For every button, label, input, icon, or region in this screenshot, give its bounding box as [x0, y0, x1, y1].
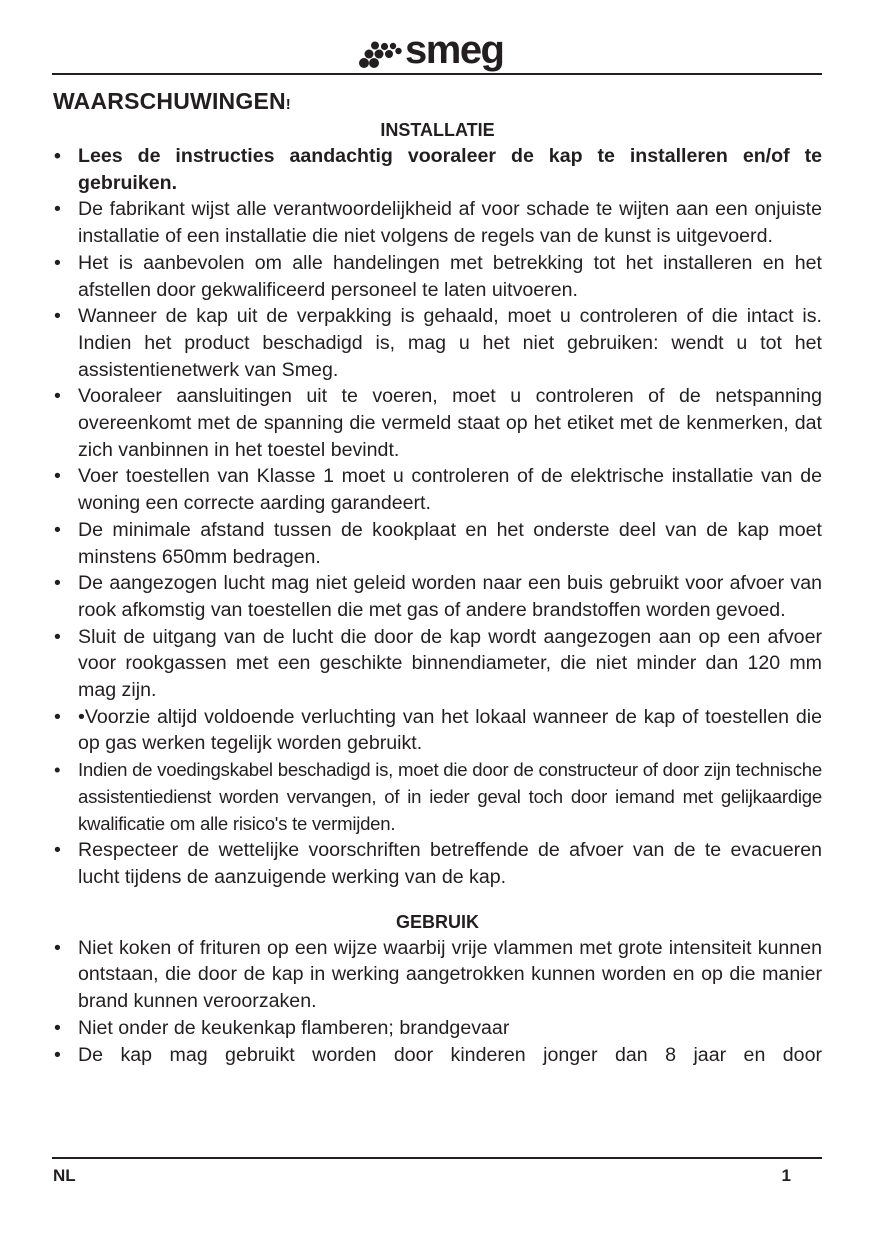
list-item: • De aangezogen lucht mag niet geleid worden naar een buis gebruikt voor afvoer van rook afkomstig van toestellen die met gas of andere brandstoffen worden gevoed. [53, 570, 822, 623]
list-item: • Sluit de uitgang van de lucht die door de kap wordt aangezogen aan op een afvoer voor rookgassen met een geschikte binnendiameter, die niet minder dan 120 mm mag zijn. [53, 624, 822, 704]
section-heading-gebruik: GEBRUIK [395, 911, 479, 932]
header-rule [52, 73, 822, 75]
page-number: 1 [781, 1166, 791, 1185]
list-item: • Niet koken of frituren op een wijze waarbij vrije vlammen met grote intensiteit kunnen ontstaan, die door de kap in werking aangetrokken kunnen worden en op die manier brand kunnen veroorzaken. [53, 935, 822, 1015]
list-item: • Respecteer de wettelijke voorschriften betreffende de afvoer van de te evacueren lucht tijdens de aanzuigende werking van de kap. [53, 837, 822, 890]
list-item: • De fabrikant wijst alle verantwoordelijkheid af voor schade te wijten aan een onjuiste installatie of een installatie die niet volgens de regels van de kunst is uitgevoerd. [53, 196, 822, 249]
list-item: • De minimale afstand tussen de kookplaat en het onderste deel van de kap moet minstens 650mm bedragen. [53, 517, 822, 570]
footer-rule [52, 1157, 822, 1159]
footer-language: NL [53, 1166, 76, 1185]
section-heading-installatie: INSTALLATIE [380, 120, 495, 140]
list-item: • •Voorzie altijd voldoende verluchting van het lokaal wanneer de kap of toestellen die op gas werken tegelijk worden gebruikt. [53, 704, 822, 757]
page-title-text: WAARSCHUWINGEN [53, 88, 286, 114]
list-item: • Wanneer de kap uit de verpakking is gehaald, moet u controleren of die intact is. Indien het product beschadigd is, mag u het niet gebruiken: wendt u tot het assistentienetwerk van Smeg. [53, 303, 822, 383]
list-item: • Niet onder de keukenkap flamberen; brandgevaar [53, 1015, 822, 1042]
list-item: • Vooraleer aansluitingen uit te voeren, moet u controleren of de netspanning overeenkomt met de spanning die vermeld staat op het etiket met de kenmerken, dat zich vanbinnen in het toestel bevindt. [53, 383, 822, 463]
brand-wordmark: smeg [405, 28, 504, 72]
list-item: • Indien de voedingskabel beschadigd is, moet die door de constructeur of door zijn technische assistentiedienst worden vervangen, of in ieder geval toch door iemand met gelijkaardige kwalificatie om alle risico's te vermijden. [53, 757, 822, 837]
smeg-logo [359, 28, 519, 72]
gebruik-list [53, 935, 822, 1069]
list-item: • De kap mag gebruikt worden door kinderen jonger dan 8 jaar en door [53, 1042, 822, 1069]
page-content [53, 117, 822, 1068]
list-item: • Het is aanbevolen om alle handelingen met betrekking tot het installeren en het afstellen door gekwalificeerd personeel te laten uitvoeren. [53, 250, 822, 303]
page-title-mark: ! [285, 96, 291, 113]
smeg-dots-icon [359, 37, 403, 69]
list-item: • Lees de instructies aandachtig vooraleer de kap te installeren en/of te gebruiken. [53, 143, 822, 196]
installatie-list [53, 143, 822, 891]
list-item: • Voer toestellen van Klasse 1 moet u controleren of de elektrische installatie van de woning een correcte aarding garandeert. [53, 463, 822, 516]
page-title [53, 88, 291, 115]
